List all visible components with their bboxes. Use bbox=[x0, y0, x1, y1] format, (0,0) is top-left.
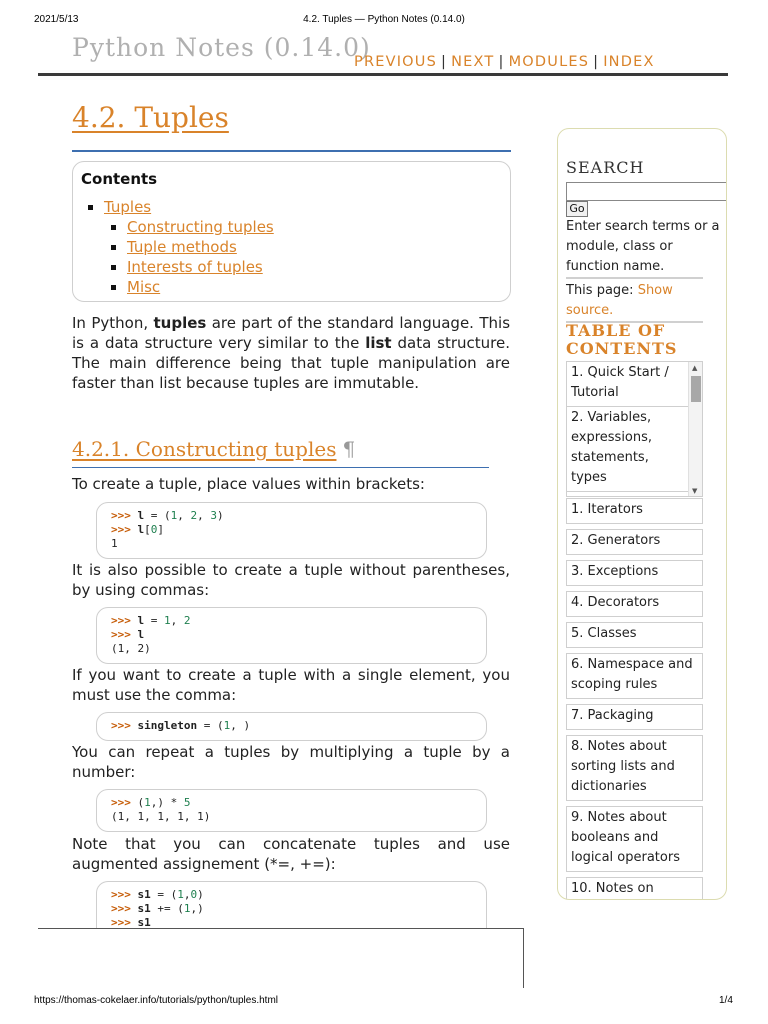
contents-title: Contents bbox=[81, 170, 158, 188]
sidebar-item-notes-on[interactable]: 10. Notes on bbox=[566, 877, 703, 899]
code-line: >>> s1 bbox=[111, 916, 151, 928]
intro-paragraph bbox=[72, 313, 510, 393]
code-block-3 bbox=[96, 712, 487, 741]
contents-link-methods[interactable]: Tuple methods bbox=[127, 238, 237, 256]
sidebar-item-exceptions[interactable]: 3. Exceptions bbox=[566, 560, 703, 586]
toc-heading-line: CONTENTS bbox=[566, 339, 678, 358]
toc-scroll-list[interactable] bbox=[566, 361, 703, 497]
sidebar-item-booleans[interactable]: 9. Notes about booleans and logical operators bbox=[566, 806, 703, 872]
section-divider bbox=[72, 467, 489, 468]
scroll-up-icon[interactable]: ▲ bbox=[692, 364, 698, 372]
toc-heading-line: TABLE OF bbox=[566, 321, 666, 340]
scrollbar[interactable] bbox=[688, 362, 702, 496]
scrollbar-thumb[interactable] bbox=[691, 376, 701, 402]
paragraph-single: If you want to create a tuple with a single element, you must use the comma: bbox=[72, 666, 510, 704]
heading-divider bbox=[72, 150, 511, 152]
print-date: 2021/5/13 bbox=[34, 14, 79, 25]
intro-text: data structure. The main difference being that tuple manipulation are faster than list because tuples are immutable. bbox=[72, 334, 510, 392]
sidebar-item-generators[interactable]: 2. Generators bbox=[566, 529, 703, 555]
intro-strong-list: list bbox=[365, 334, 392, 352]
contents-link-interests[interactable]: Interests of tuples bbox=[127, 258, 263, 276]
search-hint: Enter search terms or a module, class or function name. bbox=[566, 219, 720, 274]
paragraph-without-parens: It is also possible to create a tuple without parentheses, by using commas: bbox=[72, 561, 510, 599]
header-divider bbox=[38, 73, 728, 76]
site-title[interactable]: Python Notes (0.14.0) bbox=[72, 33, 371, 62]
scroll-down-icon[interactable]: ▼ bbox=[692, 487, 698, 495]
contents-box bbox=[72, 161, 511, 302]
print-url: https://thomas-cokelaer.info/tutorials/python/tuples.html bbox=[34, 995, 279, 1006]
list-item bbox=[81, 257, 502, 277]
list-item bbox=[81, 277, 502, 297]
search-heading: SEARCH bbox=[566, 158, 645, 177]
code-line: (1, 1, 1, 1, 1) bbox=[111, 810, 211, 823]
this-page-label: This page: bbox=[566, 283, 638, 298]
this-page bbox=[566, 281, 724, 321]
clip-divider bbox=[523, 928, 524, 988]
nav-index-link[interactable]: INDEX bbox=[603, 54, 655, 70]
sidebar bbox=[557, 128, 727, 900]
toc-list bbox=[566, 498, 703, 900]
code-line: >>> singleton = (1, ) bbox=[111, 719, 251, 732]
sidebar-item-quick-start[interactable]: 1. Quick Start / Tutorial bbox=[567, 362, 689, 407]
contents-link-tuples[interactable]: Tuples bbox=[104, 198, 152, 216]
nav-separator: | bbox=[498, 54, 505, 70]
nav-modules-link[interactable]: MODULES bbox=[508, 54, 590, 70]
list-item bbox=[81, 197, 502, 217]
list-item bbox=[81, 237, 502, 257]
code-block-4 bbox=[96, 789, 487, 832]
code-line: >>> l = (1, 2, 3) bbox=[111, 509, 224, 522]
toc-heading bbox=[566, 322, 677, 358]
code-line: >>> (1,) * 5 bbox=[111, 796, 191, 809]
code-block-1 bbox=[96, 502, 487, 559]
intro-text: In Python, bbox=[72, 314, 154, 332]
sidebar-item-decorators[interactable]: 4. Decorators bbox=[566, 591, 703, 617]
nav-separator: | bbox=[593, 54, 600, 70]
nav-previous-link[interactable]: PREVIOUS bbox=[354, 54, 438, 70]
sidebar-item-sorting[interactable]: 8. Notes about sorting lists and dictionaries bbox=[566, 735, 703, 801]
page-title[interactable]: 4.2. Tuples bbox=[72, 101, 229, 134]
code-line: >>> s1 = (1,0) bbox=[111, 888, 204, 901]
contents-list bbox=[81, 197, 502, 297]
sidebar-item-variables[interactable]: 2. Variables, expressions, statements, types bbox=[567, 407, 689, 492]
print-page-number: 1/4 bbox=[719, 995, 733, 1006]
code-line: >>> l bbox=[111, 628, 145, 641]
top-nav bbox=[354, 54, 655, 70]
code-line: 1 bbox=[111, 537, 118, 550]
list-item bbox=[81, 217, 502, 237]
code-line: >>> l = 1, 2 bbox=[111, 614, 191, 627]
print-title: 4.2. Tuples — Python Notes (0.14.0) bbox=[303, 14, 465, 25]
paragraph-repeat: You can repeat a tuples by multiplying a tuple by a number: bbox=[72, 743, 510, 781]
contents-link-constructing[interactable]: Constructing tuples bbox=[127, 218, 274, 236]
contents-link-misc[interactable]: Misc bbox=[127, 278, 161, 296]
code-line: (1, 2) bbox=[111, 642, 151, 655]
go-button[interactable]: Go bbox=[566, 201, 588, 217]
nav-next-link[interactable]: NEXT bbox=[451, 54, 495, 70]
sidebar-item-classes[interactable]: 5. Classes bbox=[566, 622, 703, 648]
code-line: >>> s1 += (1,) bbox=[111, 902, 204, 915]
intro-text: are part of the standard language. This is a data structure very similar to the bbox=[72, 314, 511, 352]
permalink-icon[interactable]: ¶ bbox=[342, 437, 356, 461]
show-source-link[interactable]: Show source. bbox=[566, 283, 673, 318]
sidebar-divider bbox=[566, 277, 703, 279]
sidebar-item-namespace[interactable]: 6. Namespace and scoping rules bbox=[566, 653, 703, 699]
paragraph-concat: Note that you can concatenate tuples and use augmented assignement (*=, +=): bbox=[72, 835, 510, 873]
paragraph-create: To create a tuple, place values within brackets: bbox=[72, 475, 425, 493]
sidebar-item-packaging[interactable]: 7. Packaging bbox=[566, 704, 703, 730]
clip-divider bbox=[38, 928, 524, 929]
search-input[interactable] bbox=[566, 182, 727, 201]
code-block-2 bbox=[96, 607, 487, 664]
section-title-link[interactable]: 4.2.1. Constructing tuples bbox=[72, 437, 337, 461]
section-heading bbox=[72, 437, 355, 461]
nav-separator: | bbox=[441, 54, 448, 70]
code-line: >>> l[0] bbox=[111, 523, 164, 536]
intro-strong-tuples: tuples bbox=[153, 314, 207, 332]
sidebar-item-iterators[interactable]: 1. Iterators bbox=[566, 498, 703, 524]
code-block-5 bbox=[96, 881, 487, 928]
